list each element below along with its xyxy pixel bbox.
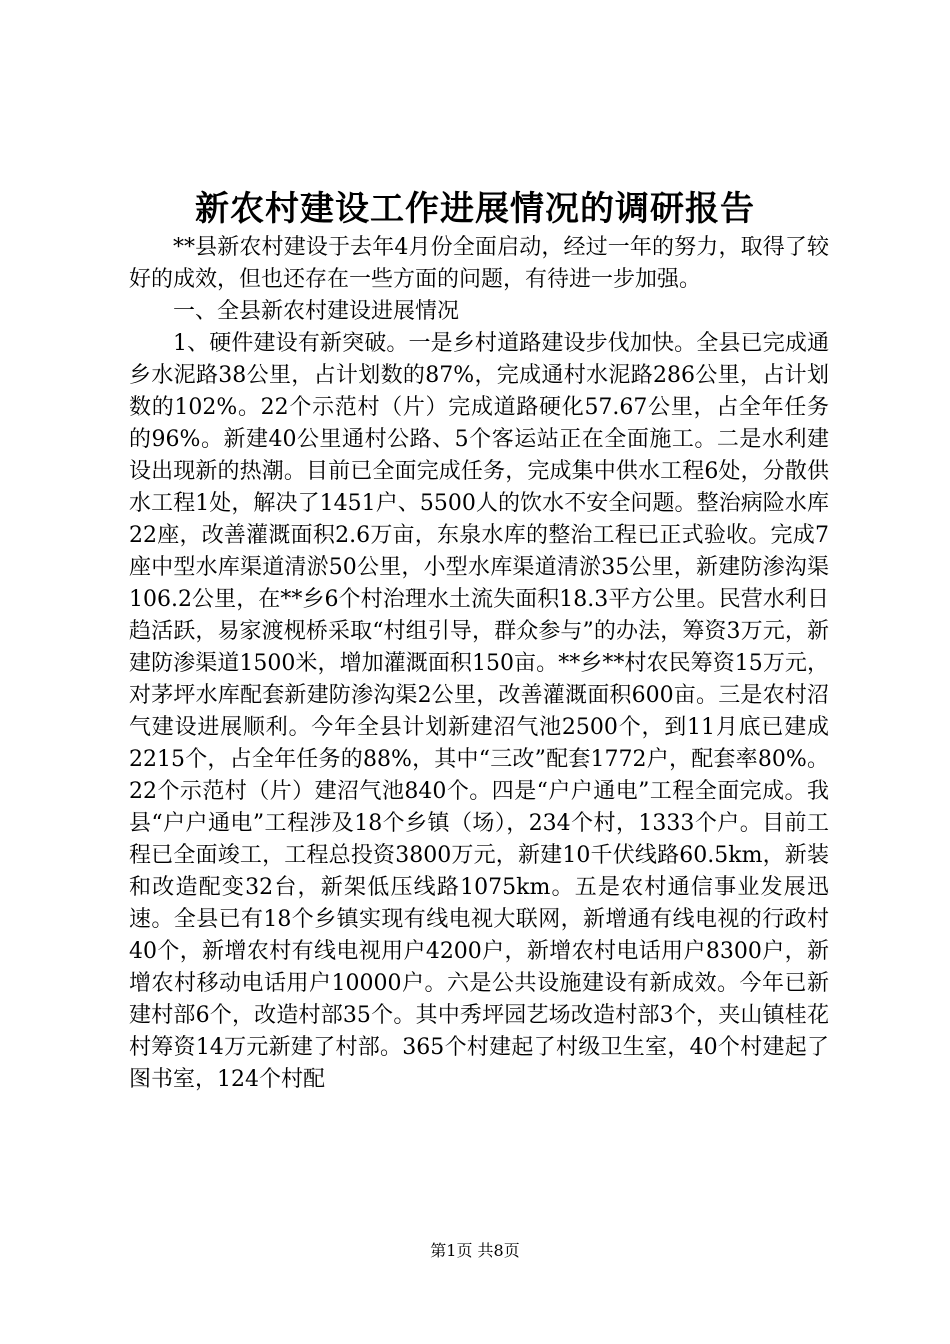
section-heading: 一、全县新农村建设进展情况: [173, 299, 460, 324]
intro-paragraph: **县新农村建设于去年4月份全面启动，经过一年的努力，取得了较好的成效，但也还存在一些方面的问题，有待进一步加强。: [129, 235, 829, 292]
document-title: 新农村建设工作进展情况的调研报告: [195, 189, 755, 229]
page-footer: 第1页 共8页: [430, 1241, 520, 1260]
body-paragraph: 1、硬件建设有新突破。一是乡村道路建设步伐加快。全县已完成通乡水泥路38公里，占计划数的87%，完成通村水泥路286公里，占计划数的102%。22个示范村（片）完成道路硬化57.67公里，占全年任务的96%。新建40公里通村公路、5个客运站正在全面施工。二是水利建设出现新的热潮。目前已全面完成任务，完成集中供水工程6处，分散供水工程1处，解决了1451户、5500人的饮水不安全问题。整治病险水库22座，改善灌溉面积2.6万亩，东泉水库的整治工程已正式验收。完成7座中型水库渠道清淤50公里，小型水库渠道清淤35公里，新建防渗沟渠106.2公里，在**乡6个村治理水土流失面积18.3平方公里。民营水利日趋活跃，易家渡枧桥采取“村组引导，群众参与”的办法，筹资3万元，新建防渗渠道1500米，增加灌溉面积150亩。**乡**村农民筹资15万元，对茅坪水库配套新建防渗沟渠2公里，改善灌溉面积600亩。三是农村沼气建设进展顺利。今年全县计划新建沼气池2500个，到11月底已建成2215个，占全年任务的88%，其中“三改”配套1772户，配套率80%。22个示范村（片）建沼气池840个。四是“户户通电”工程全面完成。我县“户户通电”工程涉及18个乡镇（场），234个村，1333个户。目前工程已全面竣工，工程总投资3800万元，新建10千伏线路60.5km，新装和改造配变32台，新架低压线路1075km。五是农村通信事业发展迅速。全县已有18个乡镇实现有线电视大联网，新增通有线电视的行政村40个，新增农村有线电视用户4200户，新增农村电话用户8300户，新增农村移动电话用户10000户。六是公共设施建设有新成效。今年已新建村部6个，改造村部35个。其中秀坪园艺场改造村部3个，夹山镇桂花村筹资14万元新建了村部。365个村建起了村级卫生室，40个村建起了图书室，124个村配: [129, 331, 829, 1092]
document-body: [129, 232, 829, 1096]
